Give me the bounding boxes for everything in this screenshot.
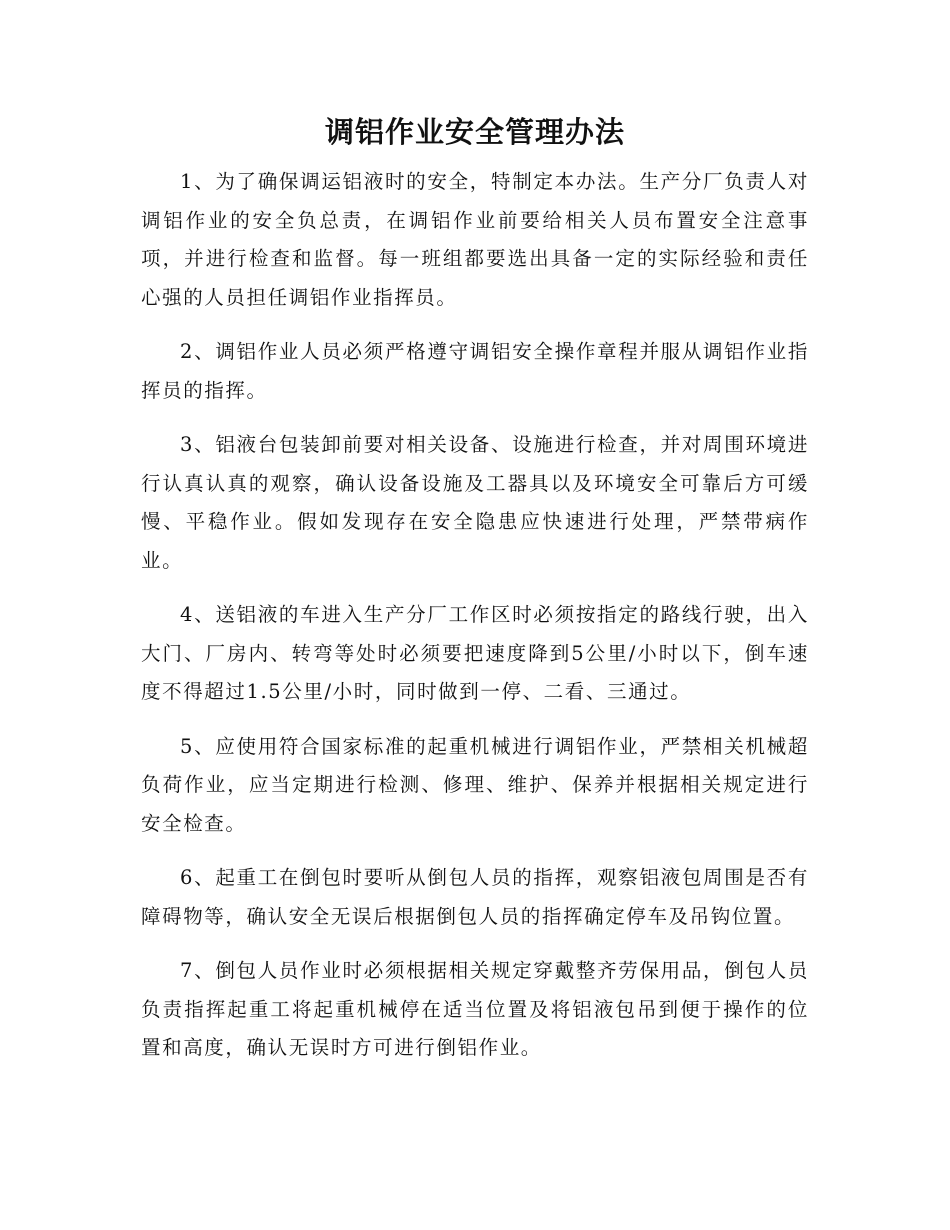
paragraph-2: 2、调铝作业人员必须严格遵守调铝安全操作章程并服从调铝作业指挥员的指挥。 — [141, 340, 809, 402]
paragraph-1: 1、为了确保调运铝液时的安全，特制定本办法。生产分厂负责人对调铝作业的安全负总责，在调铝作业前要给相关人员布置安全注意事项，并进行检查和监督。每一班组都要选出具备一定的实际经验和责任心强的人员担任调铝作业指挥员。 — [141, 170, 809, 309]
paragraph-6: 6、起重工在倒包时要听从倒包人员的指挥，观察铝液包周围是否有障碍物等，确认安全无误后根据倒包人员的指挥确定停车及吊钩位置。 — [141, 866, 809, 928]
paragraph-3: 3、铝液台包装卸前要对相关设备、设施进行检查，并对周围环境进行认真认真的观察，确认设备设施及工器具以及环境安全可靠后方可缓慢、平稳作业。假如发现存在安全隐患应快速进行处理，严禁带病作业。 — [141, 433, 809, 572]
paragraph-7: 7、倒包人员作业时必须根据相关规定穿戴整齐劳保用品，倒包人员负责指挥起重工将起重机械停在适当位置及将铝液包吊到便于操作的位置和高度，确认无误时方可进行倒铝作业。 — [141, 959, 809, 1059]
document-body — [141, 163, 809, 1084]
paragraph-4: 4、送铝液的车进入生产分厂工作区时必须按指定的路线行驶，出入大门、厂房内、转弯等处时必须要把速度降到5公里/小时以下，倒车速度不得超过1.5公里/小时，同时做到一停、二看、三通过。 — [141, 603, 809, 703]
document-title: 调铝作业安全管理办法 — [324, 115, 625, 149]
paragraph-5: 5、应使用符合国家标准的起重机械进行调铝作业，严禁相关机械超负荷作业，应当定期进行检测、修理、维护、保养并根据相关规定进行安全检查。 — [141, 734, 809, 835]
